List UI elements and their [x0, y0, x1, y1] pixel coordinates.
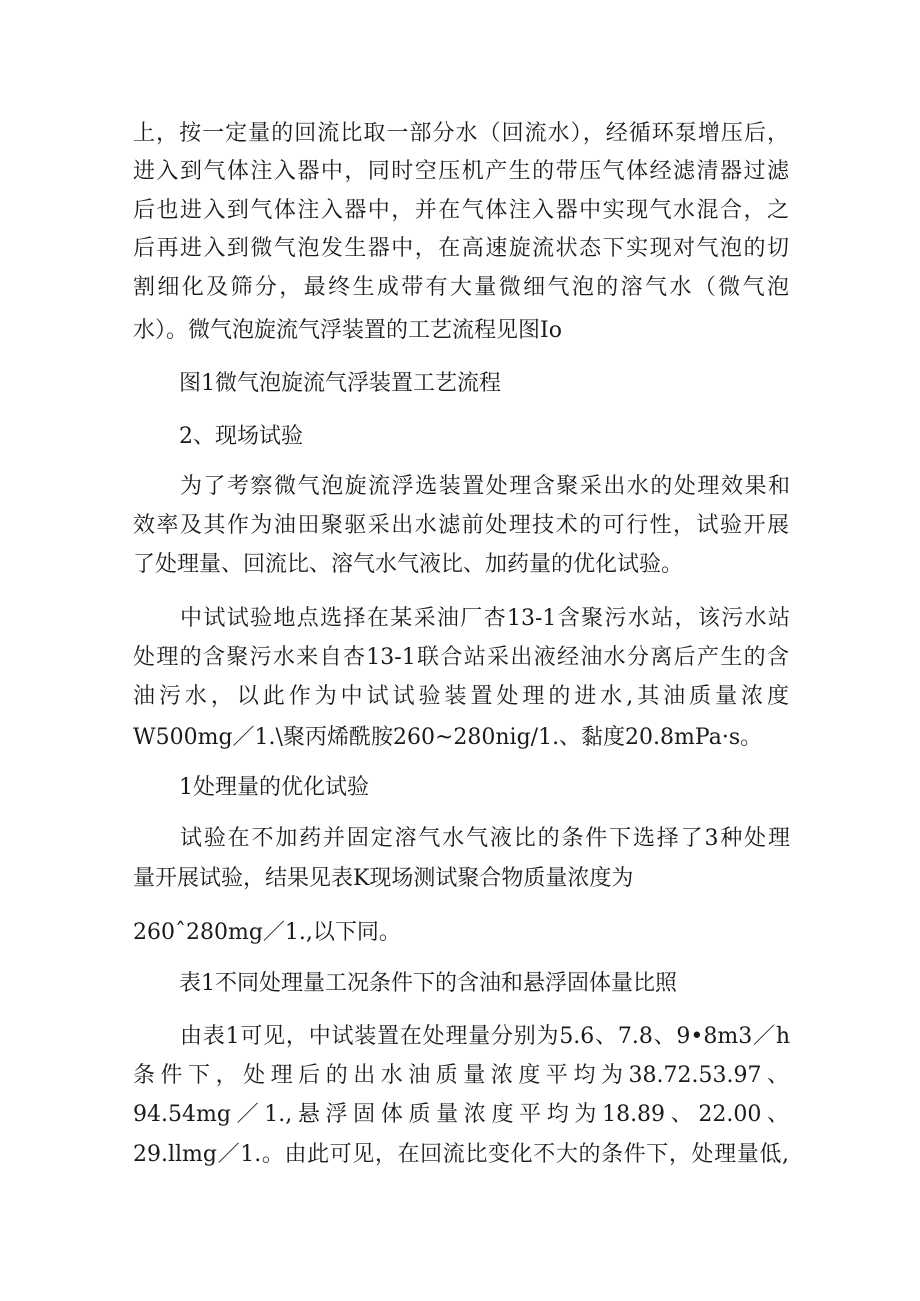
paragraph-line: 29.llmg／1.。由此可见，在回流比变化不大的条件下，处理量低,	[133, 1142, 789, 1167]
paragraph-line: 中试试验地点选择在某采油厂杏13-1含聚污水站，该污水站	[180, 606, 790, 631]
paragraph-line: 油污水，以此作为中试试验装置处理的进水,其油质量浓度	[133, 684, 789, 709]
paragraph-line: 进入到气体注入器中，同时空压机产生的带压气体经滤清器过滤	[133, 159, 789, 184]
paragraph-line: 试验在不加药并固定溶气水气液比的条件下选择了3种处理	[180, 826, 790, 851]
paragraph-line: 处理的含聚污水来自杏13-1联合站采出液经油水分离后产生的含	[133, 645, 789, 670]
paragraph-line: 量开展试验，结果见表K现场测试聚合物质量浓度为	[133, 866, 634, 891]
paragraph-line: 割细化及筛分，最终生成带有大量微细气泡的溶气水（微气泡	[133, 275, 789, 300]
paragraph-line: 260ˆ280mg／1.,以下同。	[133, 920, 401, 945]
paragraph-line: 94.54mg／1.,悬浮固体质量浓度平均为18.89、22.00、	[133, 1102, 789, 1127]
paragraph-line: 效率及其作为油田聚驱采出水滤前处理技术的可行性，试验开展	[133, 513, 789, 538]
paragraph-line: 上，按一定量的回流比取一部分水（回流水），经循环泵增压后，	[133, 121, 789, 146]
paragraph-line: W500mg／1.\聚丙烯酰胺260~280nig/1.、黏度20.8mPa·s。	[133, 725, 763, 750]
paragraph-line: 后再进入到微气泡发生器中，在高速旋流状态下实现对气泡的切	[133, 236, 789, 261]
paragraph-line: 水）。微气泡旋流气浮装置的工艺流程见图Io	[133, 318, 562, 343]
figure-caption: 图1微气泡旋流气浮装置工艺流程	[179, 371, 501, 396]
subsection-heading: 1处理量的优化试验	[179, 775, 369, 800]
paragraph-line: 为了考察微气泡旋流浮选装置处理含聚采出水的处理效果和	[180, 474, 790, 499]
paragraph-line: 了处理量、回流比、溶气水气液比、加药量的优化试验。	[133, 552, 684, 577]
paragraph-line: 条件下，处理后的出水油质量浓度平均为38.72.53.97、	[133, 1063, 789, 1088]
paragraph-line: 由表1可见，中试装置在处理量分别为5.6、7.8、9•8m3／h	[180, 1024, 790, 1049]
table-caption: 表1不同处理量工况条件下的含油和悬浮固体量比照	[179, 971, 677, 996]
paragraph-line: 后也进入到气体注入器中，并在气体注入器中实现气水混合，之	[133, 198, 789, 223]
section-heading: 2、现场试验	[179, 424, 303, 449]
